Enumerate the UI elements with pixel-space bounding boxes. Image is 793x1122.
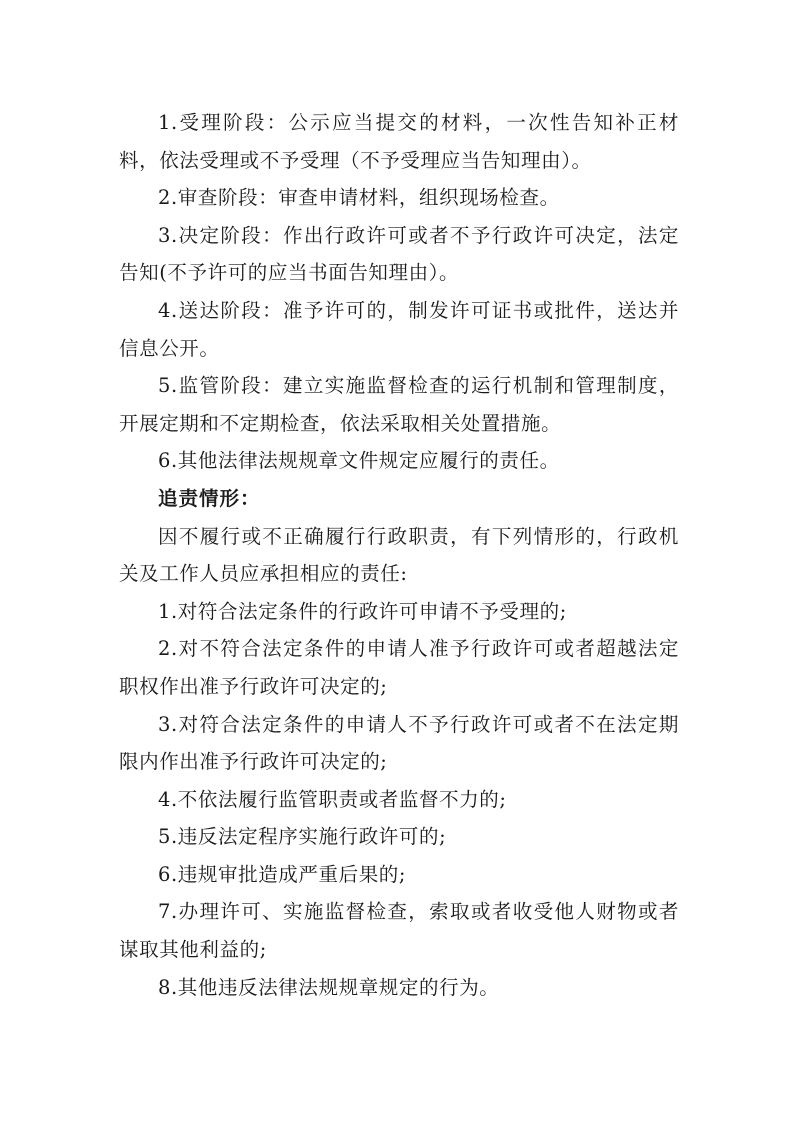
- accountability-heading: 追责情形：: [158, 486, 261, 510]
- accountability-item-4: 4.不依法履行监管职责或者监督不力的;: [158, 787, 507, 811]
- accountability-item-2: 2.对不符合法定条件的申请人准予行政许可或者超越法定职权作出准予行政许可决定的;: [119, 637, 679, 698]
- responsibility-item-1: 1.受理阶段：公示应当提交的材料，一次性告知补正材料，依法受理或不予受理（不予受理应当告知理由）。: [119, 111, 679, 172]
- accountability-item-3: 3.对符合法定条件的申请人不予行政许可或者不在法定期限内作出准予行政许可决定的;: [119, 712, 679, 774]
- accountability-item-1: 1.对符合法定条件的行政许可申请不予受理的;: [158, 599, 567, 623]
- responsibility-item-5: 5.监管阶段：建立实施监督检查的运行机制和管理制度，开展定期和不定期检查，依法采取相关处置措施。: [119, 374, 679, 435]
- accountability-item-7: 7.办理许可、实施监督检查，索取或者收受他人财物或者谋取其他利益的;: [119, 900, 679, 962]
- accountability-item-8: 8.其他违反法律法规规章规定的行为。: [158, 975, 500, 999]
- responsibility-item-4: 4.送达阶段：准予许可的，制发许可证书或批件，送达并信息公开。: [119, 298, 679, 360]
- accountability-item-5: 5.违反法定程序实施行政许可的;: [158, 825, 447, 849]
- accountability-item-6: 6.违规审批造成严重后果的;: [158, 862, 407, 886]
- accountability-intro: 因不履行或不正确履行行政职责，有下列情形的，行政机关及工作人员应承担相应的责任:: [119, 524, 679, 586]
- responsibility-item-3: 3.决定阶段：作出行政许可或者不予行政许可决定，法定告知(不予许可的应当书面告知理由）。: [119, 223, 679, 285]
- responsibility-item-6: 6.其他法律法规规章文件规定应履行的责任。: [158, 449, 560, 473]
- responsibility-item-2: 2.审查阶段：审查申请材料，组织现场检查。: [158, 186, 560, 210]
- document-page: [119, 104, 679, 1006]
